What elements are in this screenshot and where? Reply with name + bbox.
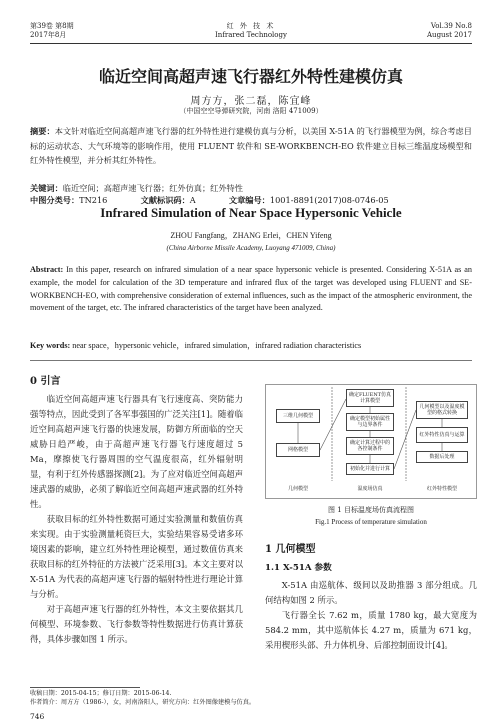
meta-info-cn: 关键词：临近空间；高超声速飞行器；红外仿真；红外特性 中图分类号：TN216 文献标识码：A 文章编号：1001-8891(2017)08-0746-05 bbox=[30, 182, 472, 206]
figure-1-caption-cn: 图 1 目标温度场仿真流程图 bbox=[328, 506, 414, 514]
section-1-1-text bbox=[265, 578, 477, 653]
init-compute-box: 初始化并进行计算 bbox=[346, 463, 394, 475]
intro-text bbox=[30, 392, 243, 647]
affiliation-en: (China Airborne Missile Academy, Luoyang 471009, China) bbox=[166, 244, 336, 252]
stage-label-temperature: 温度场仿真 bbox=[357, 486, 383, 492]
intro-paragraph-3: 对于高超声速飞行器的红外特性，本文主要依据其几何模型、环境参数、飞行参数等特性数据进行仿真计算获得，具体步骤如图 1 所示。 bbox=[30, 604, 243, 644]
footnote-rule bbox=[30, 687, 140, 688]
figure-1-caption-en: Fig.1 Process of temperature simulation bbox=[315, 518, 427, 526]
control-box: 确定计算过程中的各控制条件 bbox=[346, 437, 394, 455]
author-bio: 作者简介：周方方（1986-），女，河南洛阳人，研究方向：红外图像建模与仿真。 bbox=[30, 699, 256, 706]
section-1-heading: 1 几何模型 bbox=[265, 544, 316, 555]
paper-title-en: Infrared Simulation of Near Space Hypersonic Vehicle bbox=[100, 205, 402, 220]
intro-paragraph-1: 临近空间高超声速飞行器具有飞行速度高、突防能力强等特点，因此受到了各军事强国的广泛关注[1]。随着临近空间高超声速飞行器的快速发展，防御方所面临的空天威胁日趋严峻，由于高超声速飞行器飞行速度超过 5 Ma，摩擦使飞行器周围的空气温度很高，红外辐射明显，有利于红外传感器探测[2]。为了应对临近空间高超声速武器的威胁，必须了解临近空间高超声速武器的红外特性。 bbox=[30, 394, 243, 509]
right-paragraph-1: X-51A 由巡航体、级间以及助推器 3 部分组成。几何结构如图 2 所示。 bbox=[265, 580, 477, 605]
stage-label-geometry: 几何模型 bbox=[287, 486, 308, 492]
authors-en: ZHOU Fangfang，ZHANG Erlei，CHEN Yifeng bbox=[170, 231, 332, 240]
section-0-heading: 0 引言 bbox=[30, 376, 61, 387]
received-date: 收稿日期：2015-04-15；修订日期：2015-06-14. bbox=[30, 690, 172, 697]
paper-title-cn: 临近空间高超声速飞行器红外特性建模仿真 bbox=[98, 67, 403, 86]
page-number: 746 bbox=[30, 712, 45, 721]
keywords-cn: 关键词：临近空间；高超声速飞行器；红外仿真；红外特性 bbox=[30, 183, 243, 193]
post-processing-box: 数据后处理 bbox=[416, 451, 468, 463]
geom-model-box: 三维几何模型 bbox=[276, 409, 320, 423]
journal-volume: 第39卷 第8期 2017年8月 bbox=[30, 22, 74, 39]
journal-issue: Vol.39 No.8 August 2017 bbox=[427, 22, 472, 39]
journal-name: 红 外 技 术 Infrared Technology bbox=[215, 22, 287, 39]
abstract-en: Abstract: In this paper, research on infrared simulation of a near space hypersonic vehicle is presented. Considering X-51A as an example, the model for calculation of the 3D temperature and infrared flux of the target was developed using FLUENT and SE-WORKBENCH-EO, with comprehensive consideration of external influences, such as the impact of the atmospheric environment, the movement of the target, etc. The infrared characteristics of the target have been analyzed. bbox=[30, 265, 473, 313]
abstract-divider bbox=[30, 360, 472, 361]
section-1-1-heading: 1.1 X-51A 参数 bbox=[265, 563, 332, 573]
footnotes bbox=[30, 689, 472, 707]
format-convert-box: 几何模型以及温度模型的格式转换 bbox=[416, 401, 468, 419]
abstract-cn: 摘要：本文针对临近空间高超声速飞行器的红外特性进行建模仿真与分析，以美国 X-51A 的飞行器模型为例，综合考虑目标的运动状态、大气环境等的影响作用，使用 FLUENT 软件和 SE-WORKBENCH-EO 软件建立目标三维温度场模型和红外特性模型，并分析其红外特性。 bbox=[30, 126, 472, 165]
figure-1-diagram bbox=[265, 384, 477, 499]
stage-label-infrared: 红外特性模型 bbox=[426, 486, 457, 492]
diagram-connectors bbox=[266, 385, 476, 498]
header-rule bbox=[30, 43, 472, 44]
right-paragraph-2: 飞行器全长 7.62 m，质量 1780 kg，最大宽度为 584.2 mm，其中巡航体长 4.27 m，质量为 671 kg，采用楔形头部、升力体机身、后部控制面设计[4]。 bbox=[265, 610, 477, 650]
intro-paragraph-2: 获取目标的红外特性数据可通过实验测量和数值仿真来实现。由于实验测量耗资巨大，实验结果容易受诸多环境因素的影响，建立红外特性理论模型，通过数值仿真来获取目标的红外特征的方法被广泛采用[3]。本文主要对以 X-51A 为代表的高超声速飞行器的辐射特性进行理论计算与分析。 bbox=[30, 514, 243, 599]
keywords-en: Key words: near space，hypersonic vehicle，infrared simulation，infrared radiation characteristics bbox=[30, 341, 362, 350]
authors-cn: 周方方，张二磊，陈宜峰 bbox=[190, 96, 312, 107]
ir-simulation-box: 红外特性仿真与运算 bbox=[416, 427, 468, 443]
affiliation-cn: （中国空空导弹研究院，河南 洛阳 471009） bbox=[179, 107, 323, 115]
mesh-model-box: 网格模型 bbox=[276, 443, 320, 457]
fluent-model-box: 确定FLUENT仿真计算模型 bbox=[346, 389, 394, 407]
boundary-box: 确定模型初始属性与边界条件 bbox=[346, 413, 394, 431]
